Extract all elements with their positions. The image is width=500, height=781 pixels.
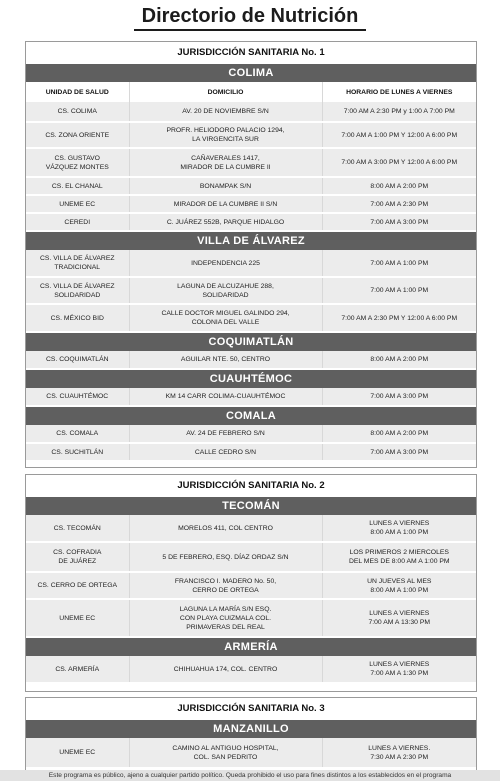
- table-row: [26, 572, 476, 599]
- jurisdiccion-title: JURISDICCIÓN SANITARIA No. 1: [177, 47, 325, 58]
- table-armeria: [26, 656, 476, 684]
- cell-domicilio: AGUILAR NTE. 50, CENTRO: [129, 351, 322, 369]
- footer-disclaimer: Este programa es público, ajeno a cualquier partido político. Queda prohibido el uso para fines distintos a los establecidos en el programa: [0, 770, 500, 781]
- table-header-row: [26, 82, 476, 102]
- table-tecoman: [26, 515, 476, 638]
- cell-horario: LUNES A VIERNES 7:00 AM A 1:30 PM: [322, 656, 476, 683]
- table-row: [26, 177, 476, 195]
- region-header-villa-de-alvarez: VILLA DE ÁLVAREZ: [26, 232, 476, 250]
- region-header-manzanillo: MANZANILLO: [26, 720, 476, 738]
- cell-horario: LOS PRIMEROS 2 MIERCOLES DEL MES DE 8:00 AM A 1:00 PM: [322, 542, 476, 572]
- table-row: [26, 304, 476, 332]
- title-wrap: [0, 3, 500, 31]
- jurisdiccion-card-2: [25, 474, 477, 692]
- cell-horario: 8:00 AM A 2:00 PM: [322, 177, 476, 195]
- table-row: [26, 656, 476, 683]
- cell-unidad: CS. COMALA: [26, 425, 129, 443]
- region-header-armeria: ARMERÍA: [26, 638, 476, 656]
- cell-domicilio: FRANCISCO I. MADERO No. 50, CERRO DE ORTEGA: [129, 572, 322, 599]
- cell-unidad: CS. SUCHITLÁN: [26, 443, 129, 461]
- cell-horario: 8:00 AM A 2:00 PM: [322, 351, 476, 369]
- table-comala: [26, 425, 476, 462]
- table-row: [26, 542, 476, 572]
- table-coquimatlan: [26, 351, 476, 370]
- region-header-comala: COMALA: [26, 407, 476, 425]
- jurisdiccion-card-1: [25, 41, 477, 468]
- cell-unidad: CS. GUSTAVO VÁZQUEZ MONTES: [26, 148, 129, 177]
- table-row: [26, 102, 476, 122]
- cell-unidad: CEREDI: [26, 213, 129, 231]
- table-manzanillo: [26, 738, 476, 769]
- table-row: [26, 738, 476, 768]
- cell-unidad: CS. ZONA ORIENTE: [26, 122, 129, 148]
- table-row: [26, 122, 476, 148]
- cell-horario: LUNES A VIERNES 8:00 AM A 1:00 PM: [322, 515, 476, 542]
- table-colima: [26, 82, 476, 232]
- jurisdiccion-title: JURISDICCIÓN SANITARIA No. 3: [177, 703, 325, 714]
- table-row: [26, 213, 476, 231]
- region-header-colima: COLIMA: [26, 64, 476, 82]
- table-row: [26, 515, 476, 542]
- cell-unidad: UNEME EC: [26, 195, 129, 213]
- cell-domicilio: MIRADOR DE LA CUMBRE II S/N: [129, 195, 322, 213]
- header-unidad: UNIDAD DE SALUD: [26, 82, 129, 102]
- cell-domicilio: CALLE CEDRO S/N: [129, 443, 322, 461]
- jurisdiccion-title: JURISDICCIÓN SANITARIA No. 2: [177, 480, 325, 491]
- table-row: [26, 277, 476, 304]
- cell-unidad: CS. VILLA DE ÁLVAREZ TRADICIONAL: [26, 250, 129, 277]
- cell-unidad: CS. COQUIMATLÁN: [26, 351, 129, 369]
- cell-horario: 7:00 AM A 1:00 PM Y 12:00 A 6:00 PM: [322, 122, 476, 148]
- cell-domicilio: BONAMPAK S/N: [129, 177, 322, 195]
- jurisdiccion-card-3: [25, 697, 477, 770]
- table-row: [26, 425, 476, 443]
- header-domicilio: DOMICILIO: [129, 82, 322, 102]
- table-row: [26, 351, 476, 369]
- cell-domicilio: MORELOS 411, COL CENTRO: [129, 515, 322, 542]
- cell-domicilio: C. JUÁREZ 552B, PARQUE HIDALGO: [129, 213, 322, 231]
- table-row: [26, 388, 476, 406]
- header-horario: HORARIO DE LUNES A VIERNES: [322, 82, 476, 102]
- cell-horario: UN JUEVES AL MES 8:00 AM A 1:00 PM: [322, 572, 476, 599]
- cell-horario: LUNES A VIERNES 7:00 AM A 13:30 PM: [322, 599, 476, 637]
- cell-unidad: CS. CUAUHTÉMOC: [26, 388, 129, 406]
- cell-horario: 7:00 AM A 3:00 PM Y 12:00 A 6:00 PM: [322, 148, 476, 177]
- cell-unidad: CS. EL CHANAL: [26, 177, 129, 195]
- cell-unidad: UNEME EC: [26, 599, 129, 637]
- cell-horario: 7:00 AM A 2:30 PM Y 12:00 A 6:00 PM: [322, 304, 476, 332]
- cell-unidad: CS. COLIMA: [26, 102, 129, 122]
- cell-horario: 7:00 AM A 2:30 PM: [322, 195, 476, 213]
- table-row: [26, 195, 476, 213]
- table-villa-de-alvarez: [26, 250, 476, 333]
- cell-unidad: CS. VILLA DE ÁLVAREZ SOLIDARIDAD: [26, 277, 129, 304]
- cell-unidad: CS. ARMERÍA: [26, 656, 129, 683]
- cell-domicilio: CHIHUAHUA 174, COL. CENTRO: [129, 656, 322, 683]
- table-cuauhtemoc: [26, 388, 476, 407]
- region-header-cuauhtemoc: CUAUHTÉMOC: [26, 370, 476, 388]
- cell-domicilio: INDEPENDENCIA 225: [129, 250, 322, 277]
- cell-horario: 7:00 AM A 3:00 PM: [322, 443, 476, 461]
- cell-domicilio: AV. 20 DE NOVIEMBRE S/N: [129, 102, 322, 122]
- cell-unidad: CS. COFRADIA DE JUÁREZ: [26, 542, 129, 572]
- cell-unidad: CS. CERRO DE ORTEGA: [26, 572, 129, 599]
- table-row: [26, 599, 476, 637]
- cell-horario: 7:00 AM A 3:00 PM: [322, 388, 476, 406]
- cell-domicilio: CAÑAVERALES 1417, MIRADOR DE LA CUMBRE II: [129, 148, 322, 177]
- region-header-tecoman: TECOMÁN: [26, 497, 476, 515]
- cell-domicilio: LAGUNA DE ALCUZAHUE 288, SOLIDARIDAD: [129, 277, 322, 304]
- cell-domicilio: CAMINO AL ANTIGUO HOSPITAL, COL. SAN PEDRITO: [129, 738, 322, 768]
- cell-horario: 7:00 AM A 2:30 PM y 1:00 A 7:00 PM: [322, 102, 476, 122]
- cell-unidad: CS. TECOMÁN: [26, 515, 129, 542]
- cell-domicilio: 5 DE FEBRERO, ESQ. DÍAZ ORDAZ S/N: [129, 542, 322, 572]
- cell-unidad: CS. MÉXICO BID: [26, 304, 129, 332]
- cell-horario: 7:00 AM A 1:00 PM: [322, 250, 476, 277]
- cell-domicilio: AV. 24 DE FEBRERO S/N: [129, 425, 322, 443]
- region-header-coquimatlan: COQUIMATLÁN: [26, 333, 476, 351]
- cell-domicilio: PROFR. HELIODORO PALACIO 1294, LA VIRGENCITA SUR: [129, 122, 322, 148]
- cell-domicilio: KM 14 CARR COLIMA-CUAUHTÉMOC: [129, 388, 322, 406]
- page-title: Directorio de Nutrición: [134, 3, 367, 31]
- cell-domicilio: CALLE DOCTOR MIGUEL GALINDO 294, COLONIA DEL VALLE: [129, 304, 322, 332]
- cell-horario: 7:00 AM A 1:00 PM: [322, 277, 476, 304]
- table-row: [26, 443, 476, 461]
- cell-domicilio: LAGUNA LA MARÍA S/N ESQ. CON PLAYA CUIZMALA COL. PRIMAVERAS DEL REAL: [129, 599, 322, 637]
- cell-horario: 8:00 AM A 2:00 PM: [322, 425, 476, 443]
- table-row: [26, 148, 476, 177]
- cell-unidad: UNEME EC: [26, 738, 129, 768]
- cell-horario: 7:00 AM A 3:00 PM: [322, 213, 476, 231]
- table-row: [26, 250, 476, 277]
- cell-horario: LUNES A VIERNES. 7:30 AM A 2:30 PM: [322, 738, 476, 768]
